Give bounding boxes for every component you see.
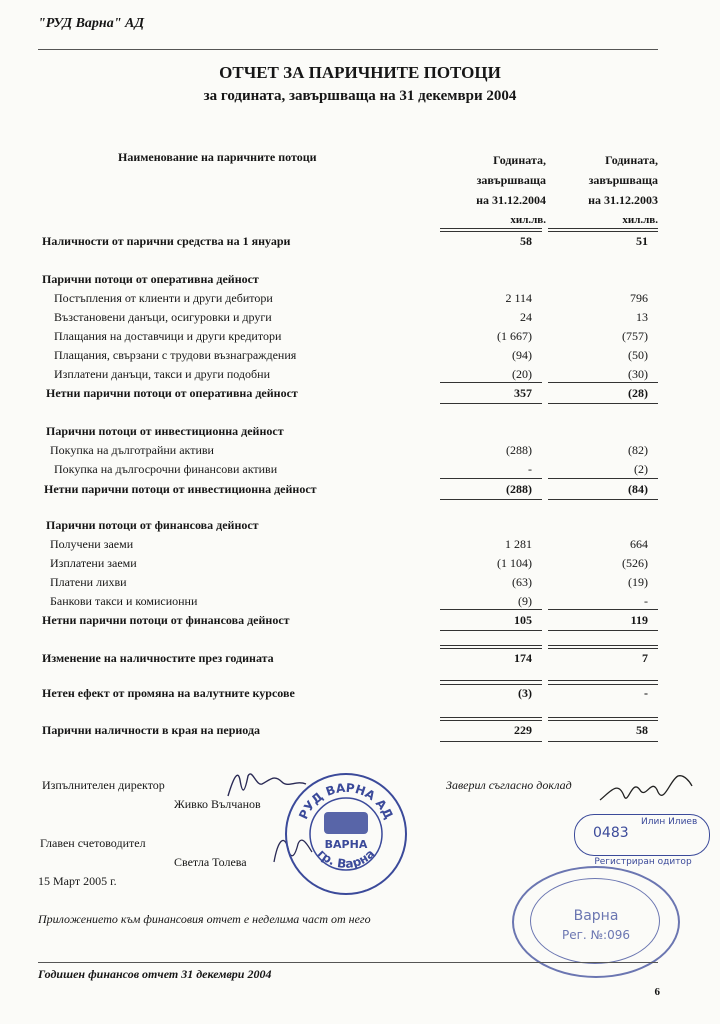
table-rule (548, 609, 658, 610)
row-label: Получени заеми (50, 537, 134, 551)
value-2003: 51 (636, 234, 648, 248)
value-2004: (288) (506, 443, 532, 457)
column-header-2004: Годината, завършваща на 31.12.2004 хил.лв. (476, 153, 546, 226)
table-rule (440, 478, 542, 479)
header-divider (38, 49, 658, 50)
value-2004: 24 (520, 310, 532, 324)
value-2003: (84) (628, 482, 648, 496)
value-2003: (30) (628, 367, 648, 381)
accountant-title: Главен счетоводител (40, 836, 146, 850)
row-label: Банкови такси и комисионни (50, 594, 198, 608)
company-name: "РУД Варна" АД (38, 16, 145, 31)
column-header-2003: Годината, завършваща на 31.12.2003 хил.лв. (588, 153, 658, 226)
value-2003: 664 (630, 537, 648, 551)
table-rule (548, 499, 658, 500)
value-2004: 2 114 (505, 291, 532, 305)
value-2004: (288) (506, 482, 532, 496)
svg-text:РУД ВАРНА АД: РУД ВАРНА АД (296, 780, 396, 822)
auditor-stamp: 0483 Илин Илиев Регистриран одитор (574, 814, 710, 856)
table-rule (548, 382, 658, 383)
value-2004: (63) (512, 575, 532, 589)
row-label: Парични потоци от оперативна дейност (42, 272, 259, 286)
table-rule (548, 630, 658, 631)
value-2004: (3) (518, 686, 532, 700)
table-rule (440, 228, 542, 229)
director-name: Живко Вълчанов (174, 797, 261, 811)
table-rule (440, 499, 542, 500)
table-rule (440, 717, 542, 718)
accountant-name: Светла Толева (174, 855, 247, 869)
row-label: Нетни парични потоци от инвестиционна дейност (44, 482, 317, 496)
table-rule (548, 680, 658, 681)
row-label: Изплатени заеми (50, 556, 137, 570)
company-stamp (282, 770, 410, 898)
value-2003: (526) (622, 556, 648, 570)
table-rule (440, 630, 542, 631)
report-date: 15 Март 2005 г. (38, 874, 117, 888)
row-label: Парични потоци от инвестиционна дейност (46, 424, 284, 438)
table-rule (548, 478, 658, 479)
row-label: Постъпления от клиенти и други дебитори (54, 291, 273, 305)
table-rule (548, 741, 658, 742)
value-2003: 796 (630, 291, 648, 305)
row-label: Възстановени данъци, осигуровки и други (54, 310, 272, 324)
value-2004: - (528, 462, 532, 476)
value-2004: 357 (514, 386, 532, 400)
value-2004: (20) (512, 367, 532, 381)
value-2004: (1 104) (497, 556, 532, 570)
footer-text: Годишен финансов отчет 31 декември 2004 (38, 967, 272, 981)
row-label: Изменение на наличностите през годината (42, 651, 274, 665)
auditor-signature (596, 770, 696, 814)
value-2004: (1 667) (497, 329, 532, 343)
director-title: Изпълнителен директор (42, 778, 165, 792)
row-label: Изплатени данъци, такси и други подобни (54, 367, 270, 381)
value-2003: - (644, 686, 648, 700)
appendix-note: Приложението към финансовия отчет е неделима част от него (38, 912, 371, 926)
table-rule (440, 648, 542, 649)
value-2004: 229 (514, 723, 532, 737)
row-label: Плащания на доставчици и други кредитори (54, 329, 282, 343)
column-header-name: Наименование на паричните потоци (118, 150, 317, 164)
report-title: ОТЧЕТ ЗА ПАРИЧНИТЕ ПОТОЦИ (219, 63, 501, 82)
row-label: Покупка на дълготрайни активи (50, 443, 214, 457)
svg-text:гр. Варна: гр. Варна (314, 846, 378, 872)
table-rule (548, 403, 658, 404)
value-2003: 7 (642, 651, 648, 665)
row-label: Платени лихви (50, 575, 127, 589)
table-rule (548, 228, 658, 229)
value-2004: (94) (512, 348, 532, 362)
value-2004: 1 281 (505, 537, 532, 551)
value-2004: 105 (514, 613, 532, 627)
table-rule (548, 684, 658, 685)
table-rule (440, 684, 542, 685)
table-rule (548, 720, 658, 721)
audit-firm-stamp: Варна Рег. №:096 (512, 866, 680, 978)
value-2003: 58 (636, 723, 648, 737)
certified-note: Заверил съгласно доклад (446, 778, 572, 792)
value-2004: (9) (518, 594, 532, 608)
row-label: Плащания, свързани с трудови възнаграждения (54, 348, 297, 362)
table-rule (548, 717, 658, 718)
table-rule (440, 720, 542, 721)
value-2003: (2) (634, 462, 648, 476)
value-2003: (82) (628, 443, 648, 457)
table-rule (440, 645, 542, 646)
value-2004: 174 (514, 651, 532, 665)
table-rule (440, 231, 542, 232)
value-2003: 119 (630, 613, 648, 627)
report-subtitle: за годината, завършваща на 31 декември 2004 (203, 88, 517, 104)
value-2003: (19) (628, 575, 648, 589)
row-label: Нетен ефект от промяна на валутните курсове (42, 686, 295, 700)
value-2003: 13 (636, 310, 648, 324)
table-rule (440, 609, 542, 610)
value-2004: 58 (520, 234, 532, 248)
table-rule (548, 648, 658, 649)
row-label: Нетни парични потоци от финансова дейност (42, 613, 290, 627)
table-rule (548, 231, 658, 232)
value-2003: - (644, 594, 648, 608)
table-rule (440, 741, 542, 742)
row-label: Покупка на дългосрочни финансови активи (54, 462, 278, 476)
row-label: Парични потоци от финансова дейност (46, 518, 259, 532)
table-rule (440, 382, 542, 383)
row-label: Нетни парични потоци от оперативна дейност (46, 386, 298, 400)
value-2003: (28) (628, 386, 648, 400)
page-number: 6 (654, 986, 660, 998)
table-rule (548, 645, 658, 646)
footer-divider (38, 962, 658, 963)
value-2003: (757) (622, 329, 648, 343)
value-2003: (50) (628, 348, 648, 362)
table-rule (440, 403, 542, 404)
svg-text:ВАРНА: ВАРНА (324, 838, 368, 851)
table-rule (440, 680, 542, 681)
row-label: Парични наличности в края на периода (42, 723, 261, 737)
row-label: Наличности от парични средства на 1 януари (42, 234, 291, 248)
